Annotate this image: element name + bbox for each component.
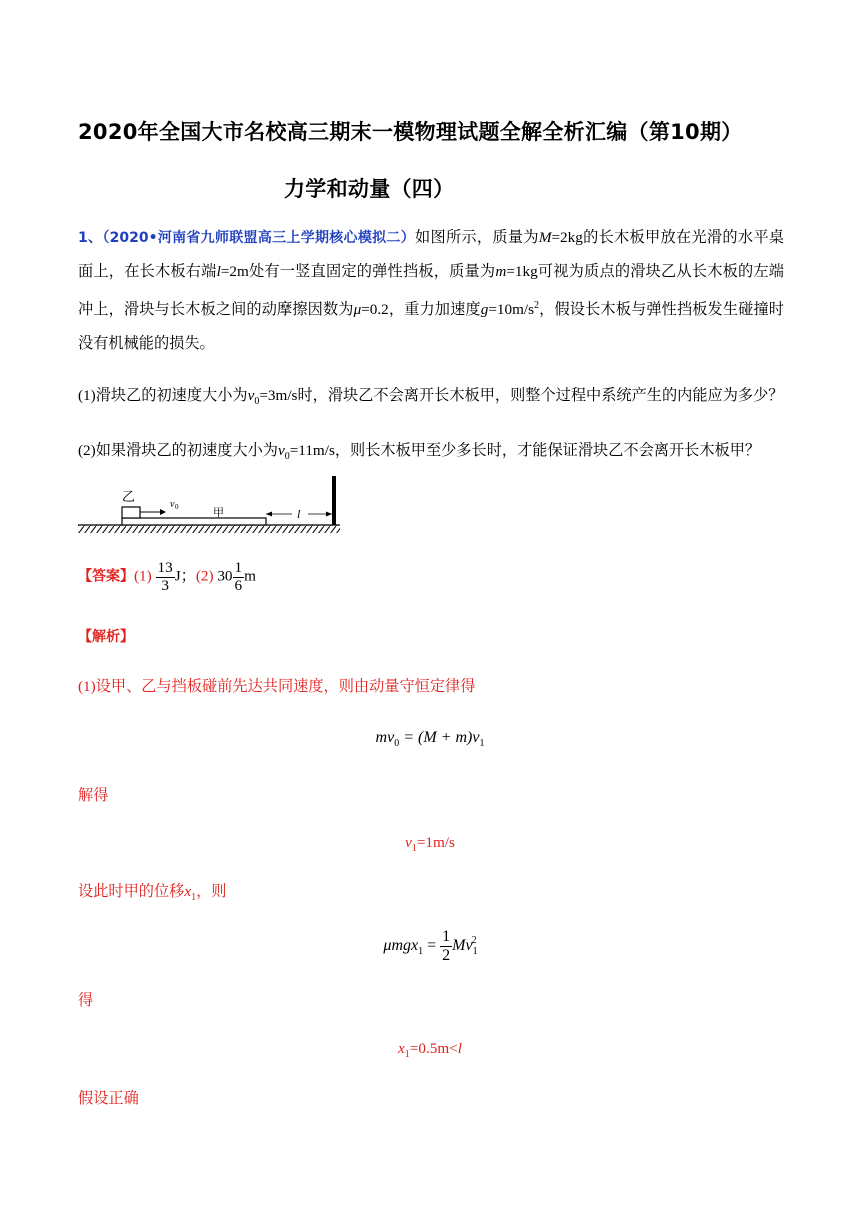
part-text: (2)如果滑块乙的初速度大小为 [78, 442, 278, 459]
eq-term: mv [375, 729, 395, 746]
exponent: 2 [534, 300, 540, 311]
elastic-barrier [332, 476, 336, 525]
var-mu: μ [353, 301, 362, 319]
equation-work-energy [0, 928, 860, 964]
var-v: v [277, 442, 285, 459]
result-value: =1m/s [416, 834, 455, 851]
stem-text: =0.2，重力加速度 [361, 301, 481, 319]
step-text: ，则 [196, 883, 227, 900]
exponent: 2 [471, 935, 477, 947]
arrow-head [160, 509, 166, 515]
question-1-part-2 [78, 439, 760, 462]
result-value: =0.5m< [409, 1040, 458, 1057]
board-jia [122, 518, 266, 525]
question-number: 1、 [78, 230, 103, 246]
subscript: 1 [472, 945, 478, 957]
fraction-1-2 [440, 928, 452, 964]
numerator: 1 [234, 559, 243, 576]
answer-unit-1: J； [174, 567, 196, 585]
mixed-whole: 30 [217, 567, 233, 585]
analysis-step-5: 假设正确 [78, 1090, 139, 1107]
part-text: (1)滑块乙的初速度大小为 [78, 387, 248, 404]
question-1-stem [78, 221, 784, 361]
var-m: m [495, 263, 507, 280]
subscript: 0 [394, 738, 400, 750]
eq-term: Mv [452, 936, 473, 954]
subscript: 1 [411, 843, 417, 855]
numerator: 13 [157, 559, 173, 576]
stem-text: 如图所示，质量为 [415, 229, 539, 246]
var-l: l [457, 1040, 462, 1057]
var-x: x [398, 1040, 405, 1057]
analysis-step-3 [78, 880, 226, 903]
question-source: （2020•河南省九师联盟高三上学期核心模拟二） [102, 230, 415, 246]
eq-sign: = [423, 936, 441, 954]
velocity-label: v [170, 499, 175, 510]
analysis-step-4: 得 [78, 992, 94, 1009]
block-yi [122, 507, 140, 518]
var-M: M [538, 229, 552, 246]
document-subtitle: 力学和动量（四） [284, 177, 455, 201]
denominator: 2 [442, 946, 451, 964]
eq-term: μmgx [383, 936, 419, 954]
denominator: 6 [234, 576, 243, 594]
subscript: 1 [191, 892, 197, 904]
result-x1 [0, 1040, 860, 1060]
stem-text: =2m处有一竖直固定的弹性挡板，质量为 [220, 263, 496, 280]
var-g: g [480, 301, 489, 319]
equation-momentum [0, 729, 860, 749]
subscript: 0 [284, 451, 290, 463]
denominator: 3 [161, 576, 169, 594]
fraction-13-3 [156, 560, 175, 594]
subscript: 1 [418, 945, 424, 957]
stem-text: ，假设长木板与弹性挡板发生碰撞时没有机械能的损失。 [78, 301, 784, 353]
part-text: =11m/s，则长木板甲至少多长时，才能保证滑块乙不会离开长木板甲？ [289, 442, 761, 459]
velocity-subscript: 0 [175, 503, 179, 511]
fraction-1-6 [233, 560, 245, 594]
result-v1 [0, 834, 860, 854]
step-text: 设此时甲的位移 [78, 883, 185, 900]
subscript: 1 [479, 738, 485, 750]
stem-text: =10m/s [488, 301, 535, 319]
var-v: v [247, 387, 255, 404]
block-label: 乙 [122, 490, 136, 505]
eq-term: = (M + m)v [399, 729, 480, 746]
stem-text: =2kg的长木板甲放在光滑的水平桌面上，在长木板右端 [78, 229, 784, 280]
dimension-arrow-left [266, 512, 272, 517]
answer-line [78, 560, 256, 594]
analysis-step-1: (1)设甲、乙与挡板碰前先达共同速度，则由动量守恒定律得 [78, 678, 476, 695]
var-x: x [184, 883, 192, 900]
subscript: 1 [404, 1049, 410, 1061]
numerator: 1 [442, 928, 451, 945]
dimension-arrow-right [326, 512, 332, 517]
analysis-step-2: 解得 [78, 787, 109, 804]
answer-label: 【答案】 [78, 568, 134, 585]
document-title: 2020年全国大市名校高三期末一模物理试题全解全析汇编（第10期） [78, 120, 743, 144]
part-text: =3m/s时，滑块乙不会离开长木板甲，则整个过程中系统产生的内能应为多少？ [259, 387, 784, 404]
var-l: l [216, 263, 221, 280]
analysis-label: 【解析】 [78, 629, 134, 645]
var-v: v [405, 834, 412, 851]
gap-label: l [297, 507, 301, 521]
board-label: 甲 [213, 506, 224, 519]
answer-unit-2: m [244, 567, 256, 585]
ground-hatch [78, 525, 340, 533]
stem-text: =1kg可视为质点的滑块乙从长木板的左端冲上，滑块与长木板之间的动摩擦因数为 [78, 263, 784, 319]
answer-part-2: (2) [195, 567, 214, 585]
physics-figure [78, 470, 348, 550]
subscript: 0 [254, 396, 260, 408]
question-1-part-1 [78, 384, 783, 407]
answer-part-1: (1) [134, 567, 152, 585]
